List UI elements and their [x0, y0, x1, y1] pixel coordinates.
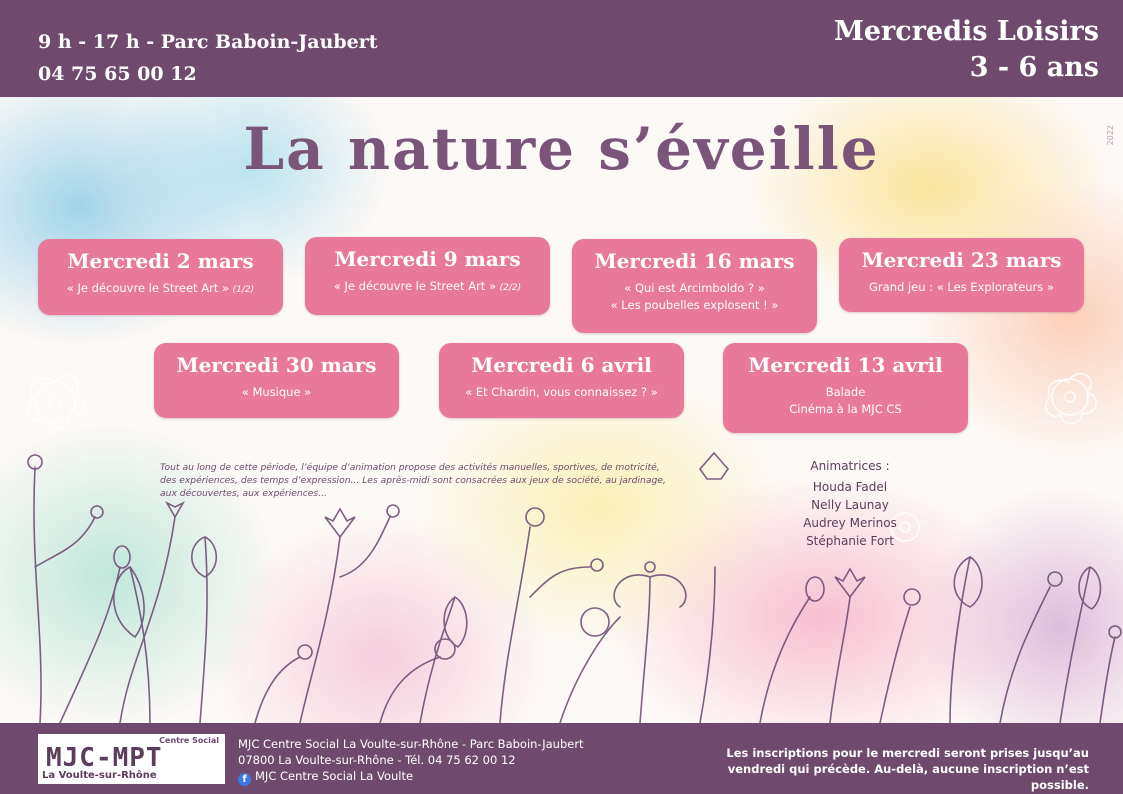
session-date: Mercredi 23 mars [861, 248, 1062, 272]
animatrices-list [790, 457, 910, 550]
address-line: MJC Centre Social La Voulte-sur-Rhône - Parc Baboin-Jaubert [238, 737, 584, 751]
session-card [305, 237, 550, 315]
session-date: Mercredi 6 avril [471, 353, 652, 377]
logo-text: MJC-MPT [46, 743, 163, 773]
session-card [439, 343, 684, 418]
program-title: Mercredis Loisirs [833, 16, 1099, 47]
header-bar [0, 0, 1123, 97]
session-activity: « Et Chardin, vous connaissez ? » [465, 385, 658, 399]
session-card [154, 343, 399, 418]
hours-location: 9 h - 17 h - Parc Baboin-Jaubert [38, 31, 378, 53]
address-line: 07800 La Voulte-sur-Rhône - Tél. 04 75 62 00 12 [238, 753, 516, 767]
session-date: Mercredi 9 mars [334, 247, 521, 271]
session-activity: « Qui est Arcimboldo ? » « Les poubelles explosent ! » [610, 281, 779, 312]
session-date: Mercredi 30 mars [176, 353, 377, 377]
poster-body [0, 97, 1123, 723]
session-note: (1/2) [232, 285, 255, 295]
session-activity: « Musique » [241, 385, 312, 399]
animatrice-name: Houda Fadel [812, 480, 888, 494]
session-date: Mercredi 2 mars [67, 249, 254, 273]
program-info [834, 14, 1099, 86]
registration-notice: Les inscriptions pour le mercredi seront prises jusqu’au vendredi qui précède. Au-delà, aucune inscription n’est possible. [726, 746, 1089, 792]
animatrices-heading: Animatrices : [810, 459, 890, 473]
session-note: (2/2) [499, 283, 522, 293]
session-card [839, 238, 1084, 312]
footer-address [238, 736, 584, 786]
facebook-link[interactable] [238, 768, 584, 786]
session-date: Mercredi 13 avril [748, 353, 943, 377]
animatrice-name: Stéphanie Fort [806, 534, 894, 548]
poster-title: La nature s’éveille [243, 115, 880, 183]
year-label: 2022 [1106, 125, 1115, 146]
intro-text: Tout au long de cette période, l’équipe d’animation propose des activités manuelles, sportives, de motricité, des expériences, des temps d’expression... Les après-midi sont consacrées aux jeux de société, au jardinage, aux découvertes, aux expériences... [160, 462, 666, 499]
session-activity: « Je découvre le Street Art » (1/2) [66, 281, 255, 295]
session-activity: Grand jeu : « Les Explorateurs » [869, 280, 1054, 294]
footer-bar [0, 723, 1123, 794]
phone-number: 04 75 65 00 12 [38, 63, 197, 85]
facebook-label: MJC Centre Social La Voulte [255, 769, 414, 783]
animatrice-name: Nelly Launay [811, 498, 889, 512]
header-info [38, 26, 378, 90]
logo-city: La Voulte-sur-Rhône [42, 770, 157, 781]
session-activity: « Je découvre le Street Art » (2/2) [333, 279, 522, 293]
age-range: 3 - 6 ans [969, 52, 1099, 83]
animatrice-name: Audrey Merinos [803, 516, 897, 530]
session-card [572, 239, 817, 333]
facebook-icon: f [238, 773, 251, 786]
session-card [38, 239, 283, 315]
session-activity: Balade Cinéma à la MJC CS [789, 385, 902, 416]
session-card [723, 343, 968, 433]
logo-subtitle: Centre Social [159, 736, 219, 745]
session-date: Mercredi 16 mars [594, 249, 795, 273]
mjc-logo [38, 734, 225, 784]
